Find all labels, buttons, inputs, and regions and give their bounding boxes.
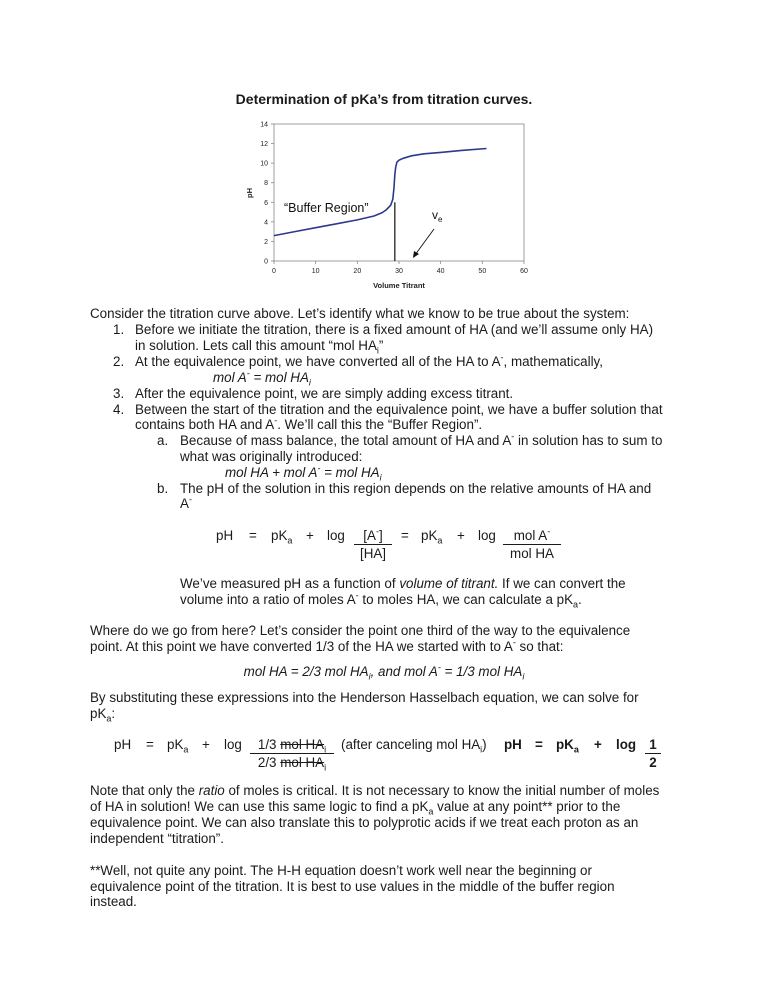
y-tick-label: 10 — [260, 160, 268, 168]
paragraph-5-line-1: Note that only the ratio of moles is critical. It is not necessary to know the initial number of moles — [90, 783, 660, 798]
item-4-line-2: contains both HA and A-. We’ll call this the “Buffer Region”. — [135, 415, 483, 432]
titration-chart — [228, 115, 538, 293]
eq3-result-numerator: 1 — [645, 736, 661, 754]
eq3-pka: $pK_a$ — [167, 737, 189, 755]
item-b-line-2: A- — [180, 494, 192, 511]
eq3-equals: = — [146, 737, 154, 752]
y-tick-label: 6 — [264, 199, 268, 207]
eq1-pka-2: $pK_a$ — [421, 528, 443, 546]
item-1-number: 1. — [113, 322, 125, 337]
item-4-number: 4. — [113, 402, 125, 417]
paragraph-3-line-1: Where do we go from here? Let’s consider the point one third of the way to the equivalence — [90, 623, 631, 638]
ve-arrowhead — [413, 251, 419, 258]
ve-arrow — [415, 229, 434, 255]
eq3-result-equals: = — [535, 737, 543, 752]
eq3-result-pka: $pK_a$ — [556, 737, 579, 755]
eq3-result-plus: + — [594, 737, 602, 752]
eq3-fraction — [250, 736, 334, 771]
intro-paragraph: Consider the titration curve above. Let’s identify what we know to be true about the system: — [90, 306, 630, 321]
y-tick-label: 12 — [260, 141, 268, 149]
eq1-fraction-1 — [354, 527, 392, 562]
footnote-line-3: instead. — [90, 894, 137, 909]
eq1-fraction-1-numerator: [A-] — [354, 527, 392, 545]
eq1-pka: $pK_a$ — [271, 528, 293, 546]
eq1-fraction-2 — [503, 527, 561, 562]
item-a-letter: a. — [157, 433, 169, 448]
x-tick-label: 20 — [353, 268, 362, 275]
x-tick-label: 40 — [436, 268, 445, 275]
paragraph-2-line-2: volume into a ratio of moles A- to moles HA, we can calculate a $pK_a$. — [180, 590, 582, 610]
x-tick-label: 10 — [311, 268, 320, 275]
eq1-ph: pH — [216, 528, 234, 543]
y-axis-ticks — [260, 122, 274, 266]
item-2-number: 2. — [113, 354, 125, 369]
plot-frame — [274, 124, 524, 261]
page-title: Determination of pKa’s from titration curves. — [235, 91, 533, 107]
item-1-line-2: in solution. Lets call this amount “mol $HA_i$” — [135, 338, 384, 356]
y-tick-label: 8 — [264, 180, 268, 188]
eq1-fraction-2-numerator: mol A- — [503, 527, 561, 545]
eq3-log: log — [224, 737, 242, 752]
eq3-result-fraction — [645, 736, 661, 771]
item-3-number: 3. — [113, 386, 125, 401]
eq1-fraction-2-denominator: mol HA — [510, 546, 554, 561]
y-tick-label: 0 — [264, 258, 268, 266]
eq3-plus: + — [202, 737, 210, 752]
x-axis-label: Volume Titrant — [373, 281, 425, 290]
x-tick-label: 0 — [272, 268, 276, 275]
eq3-canceling-note: (after canceling mol $HA_i$) — [341, 737, 487, 755]
paragraph-5-line-3: equivalence point. We can also translate this to polyprotic acids if we treat each proton as an — [90, 815, 639, 830]
item-a-line-2: what was originally introduced: — [180, 449, 363, 464]
footnote-line-2: equivalence point of the titration. It is best to use values in the middle of the buffer region — [90, 879, 615, 894]
eq3-result-denominator: 2 — [649, 755, 657, 770]
item-b-letter: b. — [157, 481, 169, 496]
x-tick-label: 60 — [520, 268, 528, 275]
y-tick-label: 2 — [264, 238, 268, 246]
eq3-denominator: 2/3 mol $HA_i$ — [257, 755, 327, 773]
paragraph-4-line-2: $pK_a$: — [90, 706, 116, 724]
item-a-equation: mol HA + mol A- = mol $HA_i$ — [225, 463, 382, 483]
eq3-result-ph: pH — [504, 737, 522, 752]
item-3-line-1: After the equivalence point, we are simply adding excess titrant. — [135, 386, 514, 401]
eq1-log-2: log — [478, 528, 496, 543]
eq1-log: log — [327, 528, 345, 543]
item-1-line-1: Before we initiate the titration, there is a fixed amount of HA (and we’ll assume only HA) — [135, 322, 654, 337]
item-4-line-1: Between the start of the titration and the equivalence point, we have a buffer solution that — [135, 402, 663, 417]
titration-curve-line — [274, 149, 487, 236]
item-a-line-1: Because of mass balance, the total amount of HA and A- in solution has to sum to — [180, 431, 663, 448]
paragraph-2-line-1: We’ve measured pH as a function of volume of titrant. If we can convert the — [180, 576, 626, 591]
eq3-numerator: 1/3 mol $HA_i$ — [250, 736, 334, 754]
eq1-equals: = — [249, 528, 257, 543]
item-2-line-1: At the equivalence point, we have converted all of the HA to A-, mathematically, — [135, 352, 603, 369]
ve-annotation: $v_e$ — [432, 208, 443, 224]
eq1-plus-2: + — [457, 528, 465, 543]
eq1-fraction-1-denominator: [HA] — [359, 546, 387, 561]
paragraph-4-line-1: By substituting these expressions into the Henderson Hasselbach equation, we can solve for — [90, 690, 639, 705]
item-b-line-1: The pH of the solution in this region depends on the relative amounts of HA and — [180, 481, 652, 496]
eq1-plus: + — [306, 528, 314, 543]
item-2-equation: mol A- = mol $HA_i$ — [213, 368, 311, 388]
footnote-line-1: **Well, not quite any point. The H-H equation doesn’t work well near the beginning or — [90, 863, 592, 878]
paragraph-3-line-2: point. At this point we have converted 1/3 of the HA we started with to A- so that: — [90, 637, 564, 654]
eq3-result-log: log — [616, 737, 637, 752]
x-tick-label: 50 — [478, 268, 487, 275]
x-axis-ticks — [272, 261, 528, 275]
y-tick-label: 4 — [264, 219, 268, 227]
paragraph-5-line-2: of HA in solution! We can use this same logic to find a $pK_a$ value at any point** prior to the — [90, 799, 621, 817]
paragraph-5-line-4: independent “titration”. — [90, 831, 224, 846]
eq3-ph: pH — [114, 737, 132, 752]
buffer-region-annotation: “Buffer Region” — [284, 201, 369, 215]
eq2-mole-relations: mol HA = 2/3 mol $HA_i$, and mol A- = 1/3 mol $HA_i$ — [243, 662, 525, 682]
x-tick-label: 30 — [395, 268, 403, 275]
y-tick-label: 14 — [260, 121, 268, 129]
eq1-equals-2: = — [401, 528, 409, 543]
y-axis-label: pH — [245, 188, 254, 198]
